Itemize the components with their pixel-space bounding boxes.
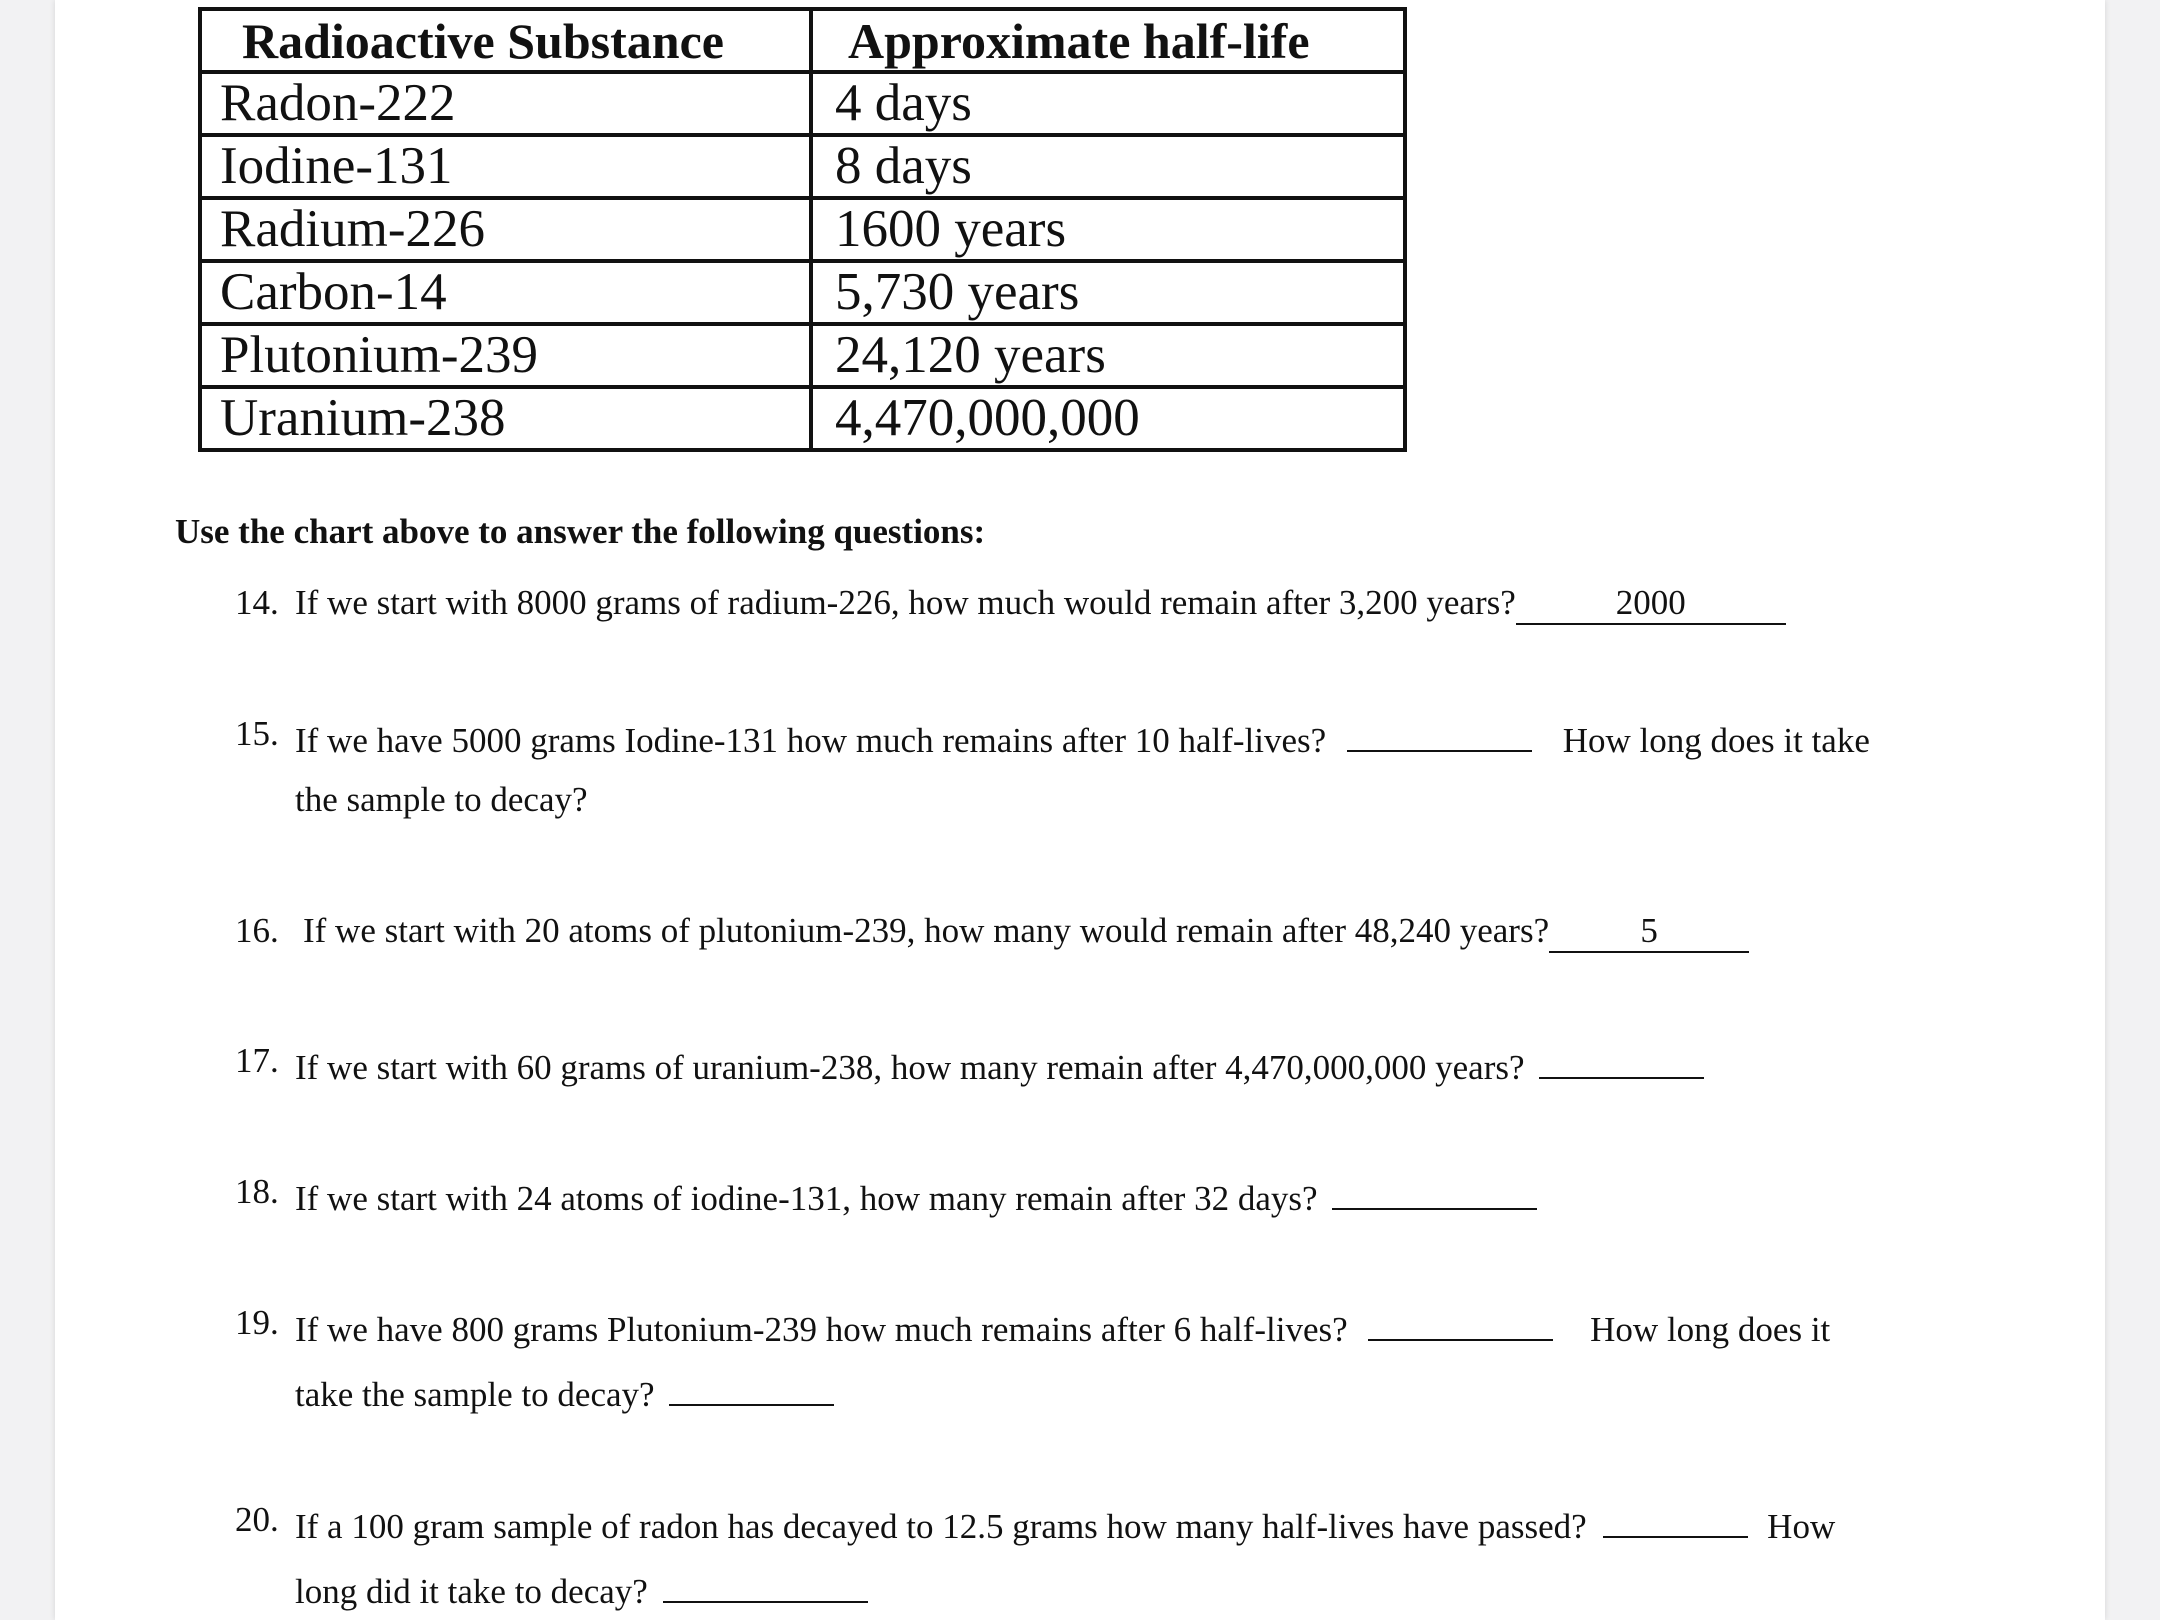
- answer-field[interactable]: [1347, 714, 1532, 752]
- question-line: [295, 1041, 1704, 1088]
- question-followup: How long does it take: [1562, 721, 1870, 760]
- answer-field[interactable]: 5: [1549, 913, 1749, 953]
- question-number: 15.: [235, 714, 279, 753]
- followup-text: long did it take to decay?: [295, 1572, 648, 1611]
- question-line: [295, 1303, 1830, 1350]
- table-row: [200, 135, 1405, 198]
- answer-field[interactable]: [1368, 1303, 1553, 1341]
- answer-field[interactable]: [1332, 1172, 1537, 1210]
- table-row: [200, 261, 1405, 324]
- half-life-cell: 4,470,000,000: [811, 387, 1405, 450]
- question-text: If we start with 24 atoms of iodine-131, how many remain after 32 days?: [295, 1179, 1318, 1218]
- decay-time-field[interactable]: [663, 1565, 868, 1603]
- table-row: [200, 387, 1405, 450]
- half-life-cell: 24,120 years: [811, 324, 1405, 387]
- question-text: If we start with 8000 grams of radium-226, how much would remain after 3,200 years?: [295, 583, 1516, 622]
- question-number: 18.: [235, 1172, 279, 1211]
- table-row: [200, 72, 1405, 135]
- followup-text: take the sample to decay?: [295, 1375, 655, 1414]
- question-line: [295, 714, 1870, 761]
- substance-cell: Plutonium-239: [200, 324, 811, 387]
- question-followup-continued: [295, 1565, 868, 1612]
- question-number: 19.: [235, 1303, 279, 1342]
- question-number: 16.: [235, 911, 279, 950]
- half-life-cell: 5,730 years: [811, 261, 1405, 324]
- question-number: 20.: [235, 1500, 279, 1539]
- question-text: If we have 800 grams Plutonium-239 how much remains after 6 half-lives?: [295, 1310, 1348, 1349]
- substance-cell: Iodine-131: [200, 135, 811, 198]
- half-life-table: [198, 7, 1407, 452]
- worksheet-page: [55, 0, 2105, 1620]
- substance-cell: Radium-226: [200, 198, 811, 261]
- question-followup: How: [1767, 1507, 1836, 1546]
- question-followup: How long does it: [1590, 1310, 1831, 1349]
- question-line: [303, 911, 1749, 953]
- table-row: [200, 324, 1405, 387]
- question-text: If we have 5000 grams Iodine-131 how much remains after 10 half-lives?: [295, 721, 1327, 760]
- substance-cell: Carbon-14: [200, 261, 811, 324]
- answer-field[interactable]: [1539, 1041, 1704, 1079]
- answer-field[interactable]: 2000: [1516, 585, 1786, 625]
- question-line: [295, 583, 1786, 625]
- half-life-cell: 1600 years: [811, 198, 1405, 261]
- question-line: [295, 1172, 1537, 1219]
- substance-cell: Radon-222: [200, 72, 811, 135]
- substance-cell: Uranium-238: [200, 387, 811, 450]
- table-row: [200, 198, 1405, 261]
- table-header-row: [200, 9, 1405, 72]
- question-text: If we start with 60 grams of uranium-238, how many remain after 4,470,000,000 years?: [295, 1048, 1525, 1087]
- question-line: [295, 1500, 1835, 1547]
- header-substance: Radioactive Substance: [200, 9, 811, 72]
- header-half-life: Approximate half-life: [811, 9, 1405, 72]
- decay-time-field[interactable]: [669, 1368, 834, 1406]
- instructions-heading: Use the chart above to answer the following questions:: [175, 512, 986, 551]
- question-number: 14.: [235, 583, 279, 622]
- question-followup-continued: [295, 1368, 834, 1415]
- question-followup-continued: the sample to decay?: [295, 780, 588, 819]
- half-life-cell: 4 days: [811, 72, 1405, 135]
- question-text: If a 100 gram sample of radon has decayed to 12.5 grams how many half-lives have passed?: [295, 1507, 1587, 1546]
- question-text: If we start with 20 atoms of plutonium-239, how many would remain after 48,240 years?: [303, 911, 1550, 950]
- answer-field[interactable]: [1603, 1500, 1748, 1538]
- half-life-cell: 8 days: [811, 135, 1405, 198]
- question-number: 17.: [235, 1041, 279, 1080]
